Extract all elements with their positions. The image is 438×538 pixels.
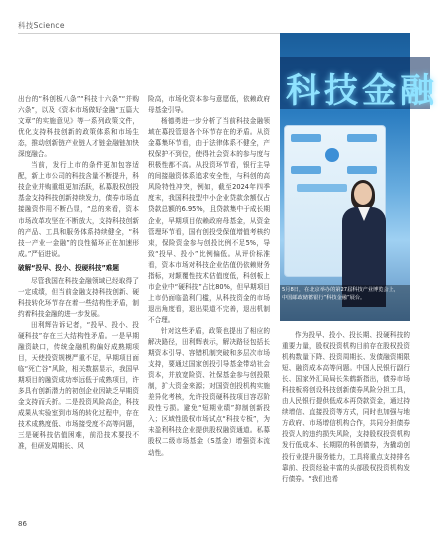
section-heading: 破解“投早、投小、投硬科技”难题 xyxy=(18,263,119,272)
photo-caption: 5月8日，在北京举办的第27届科技产业博览会上，中国邮政储蓄银行“科技金融”展台。 xyxy=(282,287,399,301)
paragraph: 作为投早、投小、投长期、投硬科技的重要力量，股权投资机构目前存在股权投资机构数量下降、投资周期长、发债融资期限短、融资成本高等问题。中国人民银行副行长、国家外汇局局长朱鹤新指出，债券市场科技板将创设科技创新债券风险分担工具，由人民银行提供低成本再贷款资金，通过持续增信、直接投资等方式，同时也加强与地方政府、市场增信机构合作，共同分担债券投资人的违约损失风险，支持股权投资机构发行低成本、长期限的科创债券，为撬动创投行业提升服务能力，工具将重点支持排名靠前、投资经验丰富的头部股权投资机构发行债券。“我们也希 xyxy=(282,331,410,483)
screen-node xyxy=(291,166,321,174)
screen-node xyxy=(291,134,321,142)
paragraph: 出台的“科创板八条”“科技十六条”“并购六条”，以及《资本市场做好金融“五篇大文章”的实施意见》等一系列政策文件，优化支持科技创新的政策体系和市场生态，推动创新链产业链人才链金融链加快深度融合。 xyxy=(18,95,139,159)
screen-hub xyxy=(325,148,339,162)
article-photo xyxy=(280,33,438,321)
paragraph: 田利辉告诉记者，“投早、投小、投硬科技”存在三大结构性矛盾。一是早期融资缺口，传统金融机构偏好成熟期项目，天使投资规模严重不足，早期项目面临“死亡谷”风险，相关数据显示，我国早期项目的融资成功率远低于成熟项目，许多具有创新潜力的初创企业因缺乏早期资金支持而夭折。二是投资风险高企，科技成果从实验室到市场的转化过程中，存在技术成熟度低、市场接受度不高等问题，三是硬科技估值困难，前沿技术要投不准，但研发周期长、风 xyxy=(18,320,139,451)
paragraph: 险高，市场化资本参与意愿低，依赖政府母基金引导。 xyxy=(148,95,270,115)
presenter-face xyxy=(354,183,372,205)
screen-footer-bar xyxy=(297,184,347,192)
photo-signage-text: 科技金融 xyxy=(286,71,438,111)
screen-node xyxy=(347,134,377,142)
paragraph: 针对这些矛盾，政策也提出了相应的解决路径，田利辉表示，解决路径包括长期资本引导、容错机制突破和多层次市场支持，要通过国家创投引导基金带动社会资本，并放宽险资、社保基金参与创投限制，扩大资金来源；对国资创投机构实施差异化考核，允许投资硬科技项目容忍阶段性亏损。避免“短期业绩”抑制创新投入；区域性股权市场试点“科技专板”，为未盈利科技企业提供股权融资通道。私募股权二级市场基金（S基金）增强资本流动性。 xyxy=(148,326,270,457)
column-3 xyxy=(282,330,410,485)
screen-node xyxy=(347,166,377,174)
page-number: 86 xyxy=(18,520,27,528)
paragraph: 杨德勇进一步分析了当前科技金融领域在募投管退各个环节存在的矛盾。从资金募集环节看，由于法律体系不健全，产权保护不到位，使得社会资本的参与度与积极性都不高。从投资环节看，银行主导的间接融资体系追求安全性，与科创的高风险特性冲突，例如，截至2024年四季度末，我国科技型中小企业贷款余额仅占贷款总额的6.95%，且贷款集中于成长期企业，早期项目依赖政府母基金，从资金管理环节看，国有创投受保值增值考核约束，保险资金参与创投比例不足5%，导致“投早、投小”比例偏低。从评价标准看，资本市场对科技企业估值仍依赖财务指标，对颠覆性技术估值度低，科创板上市企业中“硬科技”占比80%，但早期项目上市仍面临盈利门槛，从科技资金的市场退出角度看，退出渠道不完善，退出机制不合理。 xyxy=(148,117,270,324)
column-1 xyxy=(18,94,139,453)
paragraph: 当前，发行上市的条件更加包容适配，新上市公司的科技含量不断提升，科技企业并购重组更加活跃，私募股权创投基金支持科技创新持续发力，债券市场直接融资作用不断凸显，“总的来看，资本市场改革攻坚在不断放大，支持科技创新的产品、工具和服务体系持续健全，“科技一产业一金融”的良性循环正在加速形成。”严佰进说。 xyxy=(18,161,139,258)
column-2 xyxy=(148,94,270,459)
section-header: 科技Science xyxy=(18,21,65,30)
paragraph: 尽管我国在科技金融领域已经取得了一定成绩，但当前金融支持科技创新、硬科技转化环节存在着一些结构性矛盾，制约着科技金融的进一步发展。 xyxy=(18,276,139,318)
